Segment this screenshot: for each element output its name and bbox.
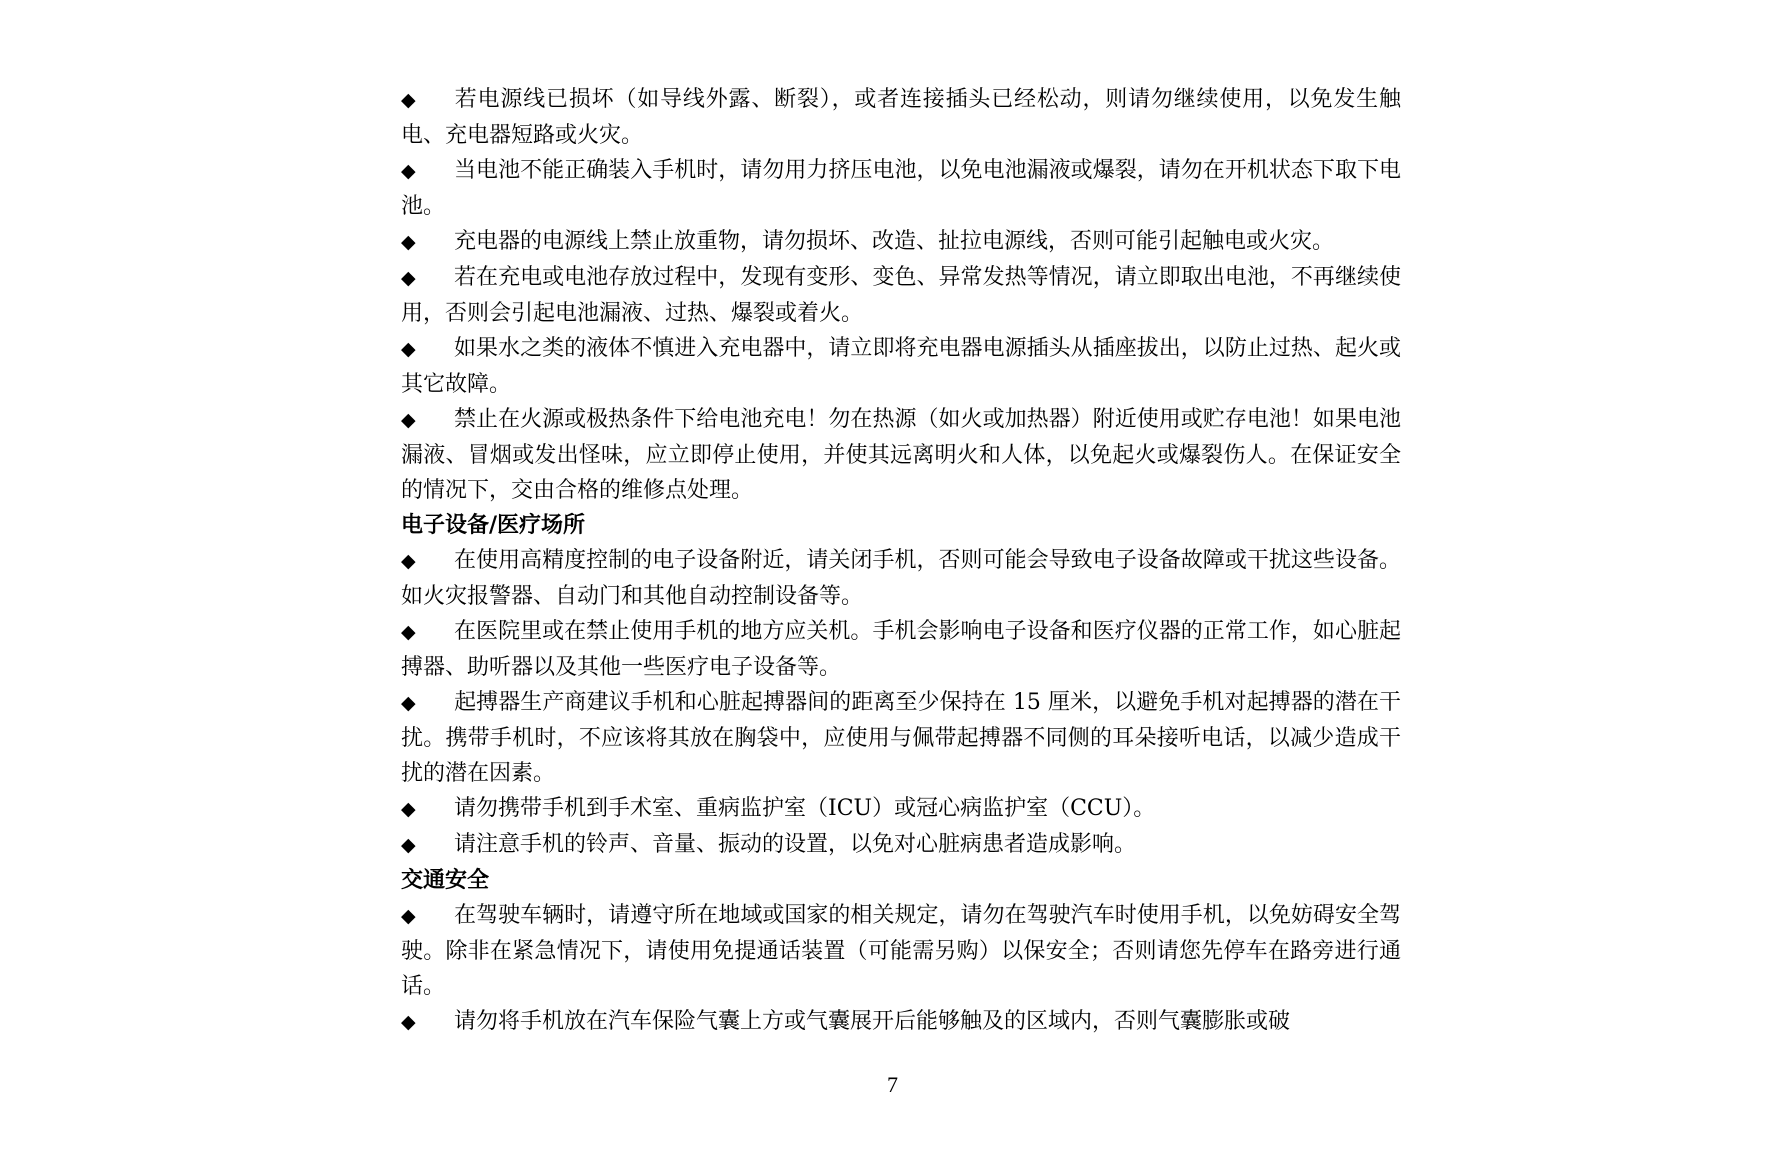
safety-bullet-item [401,791,1401,827]
diamond-bullet-icon: ◆ [401,231,416,253]
diamond-bullet-icon: ◆ [401,621,416,643]
diamond-bullet-icon: ◆ [401,798,416,820]
bullet-text: 请勿携带手机到手术室、重病监护室（ICU）或冠心病监护室（CCU）。 [454,796,1156,821]
diamond-bullet-icon: ◆ [401,550,416,572]
bullet-text: 在使用高精度控制的电子设备附近，请关闭手机，否则可能会导致电子设备故障或干扰这些设备。如火灾报警器、自动门和其他自动控制设备等。 [401,548,1401,609]
diamond-bullet-icon: ◆ [401,409,416,431]
section-heading-traffic: 交通安全 [401,868,490,893]
bullet-text: 在驾驶车辆时，请遵守所在地域或国家的相关规定，请勿在驾驶汽车时使用手机，以免妨碍安全驾驶。除非在紧急情况下，请使用免提通话装置（可能需另购）以保安全；否则请您先停车在路旁进行通话。 [401,903,1401,999]
safety-bullet-item [401,331,1401,402]
safety-bullet-item [401,402,1401,508]
document-body [401,82,1401,1040]
safety-bullet-item [401,1004,1401,1040]
safety-bullet-item [401,685,1401,791]
bullet-text: 禁止在火源或极热条件下给电池充电！勿在热源（如火或加热器）附近使用或贮存电池！如果电池漏液、冒烟或发出怪味，应立即停止使用，并使其远离明火和人体，以免起火或爆裂伤人。在保证安全的情况下，交由合格的维修点处理。 [401,407,1401,503]
safety-bullet-item [401,153,1401,224]
safety-bullet-item [401,260,1401,331]
diamond-bullet-icon: ◆ [401,692,416,714]
diamond-bullet-icon: ◆ [401,338,416,360]
bullet-text: 如果水之类的液体不慎进入充电器中，请立即将充电器电源插头从插座拔出，以防止过热、起火或其它故障。 [401,336,1401,397]
page-number: 7 [887,1072,898,1097]
bullet-text: 若电源线已损坏（如导线外露、断裂），或者连接插头已经松动，则请勿继续使用，以免发生触电、充电器短路或火灾。 [401,87,1401,148]
diamond-bullet-icon: ◆ [401,905,416,927]
diamond-bullet-icon: ◆ [401,834,416,856]
safety-bullet-item [401,827,1401,863]
bullet-text: 起搏器生产商建议手机和心脏起搏器间的距离至少保持在 15 厘米，以避免手机对起搏器的潜在干扰。携带手机时，不应该将其放在胸袋中，应使用与佩带起搏器不同侧的耳朵接听电话，以减少造成干扰的潜在因素。 [401,690,1401,786]
safety-bullet-item [401,82,1401,153]
safety-bullet-item [401,614,1401,685]
bullet-text: 充电器的电源线上禁止放重物，请勿损坏、改造、扯拉电源线，否则可能引起触电或火灾。 [454,229,1335,254]
safety-bullet-item [401,543,1401,614]
safety-bullet-item [401,224,1401,260]
diamond-bullet-icon: ◆ [401,160,416,182]
bullet-text: 当电池不能正确装入手机时，请勿用力挤压电池，以免电池漏液或爆裂，请勿在开机状态下取下电池。 [401,158,1401,219]
diamond-bullet-icon: ◆ [401,267,416,289]
bullet-text: 在医院里或在禁止使用手机的地方应关机。手机会影响电子设备和医疗仪器的正常工作，如心脏起搏器、助听器以及其他一些医疗电子设备等。 [401,619,1401,680]
bullet-text: 若在充电或电池存放过程中，发现有变形、变色、异常发热等情况，请立即取出电池，不再继续使用，否则会引起电池漏液、过热、爆裂或着火。 [401,265,1401,326]
safety-bullet-item [401,898,1401,1004]
diamond-bullet-icon: ◆ [401,1011,416,1033]
diamond-bullet-icon: ◆ [401,89,416,111]
section-heading-medical: 电子设备/医疗场所 [401,513,586,538]
bullet-text: 请勿将手机放在汽车保险气囊上方或气囊展开后能够触及的区域内，否则气囊膨胀或破 [454,1009,1291,1034]
bullet-text: 请注意手机的铃声、音量、振动的设置，以免对心脏病患者造成影响。 [454,832,1137,857]
